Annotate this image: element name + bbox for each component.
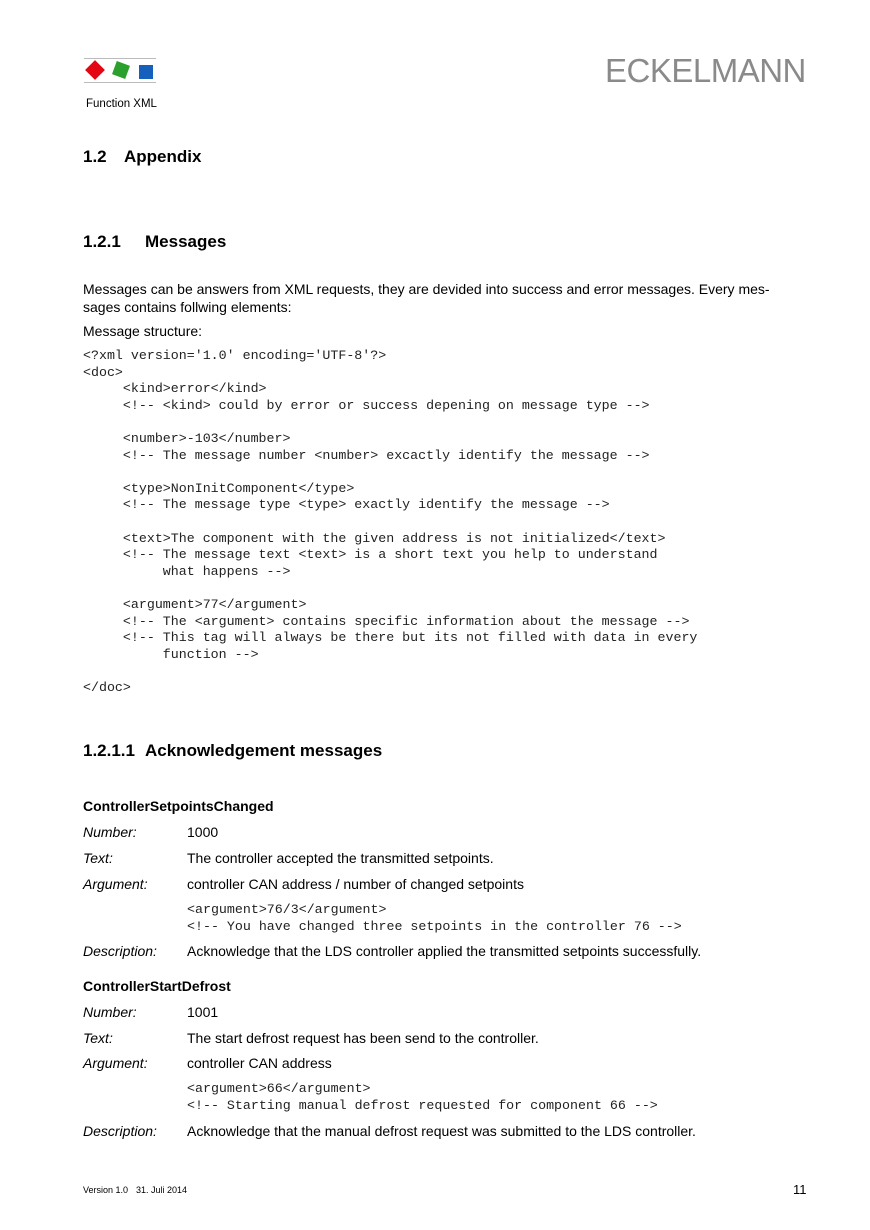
- subsubsection-title: Acknowledgement messages: [145, 741, 383, 760]
- structure-label: Message structure:: [83, 323, 203, 339]
- logo-rule-bottom: [84, 82, 156, 83]
- subsection-title: Messages: [145, 232, 227, 251]
- logo-blue-square: [139, 65, 153, 79]
- section-title: Appendix: [124, 147, 202, 166]
- message-description: Acknowledge that the manual defrost request was submitted to the LDS controller.: [187, 1123, 696, 1139]
- text-label: Text:: [83, 850, 113, 866]
- message-number: 1000: [187, 824, 219, 840]
- description-label: Description:: [83, 1123, 157, 1139]
- section-number: 1.2: [83, 147, 107, 166]
- subsubsection-heading: [83, 741, 382, 761]
- intro-paragraph-line-2: sages contains follwing elements:: [83, 299, 292, 315]
- text-label: Text:: [83, 1030, 113, 1046]
- argument-example-code: <argument>76/3</argument> <!-- You have changed three setpoints in the controller 76 -->: [187, 902, 682, 934]
- message-text: The controller accepted the transmitted setpoints.: [187, 850, 494, 866]
- message-name: ControllerStartDefrost: [83, 978, 231, 994]
- subsection-heading: [83, 232, 226, 252]
- logo-red-square: [85, 60, 105, 80]
- argument-label: Argument:: [83, 1055, 148, 1071]
- number-label: Number:: [83, 824, 137, 840]
- page-number: 11: [793, 1182, 807, 1197]
- logo-rule-top: [84, 58, 156, 59]
- subsection-number: 1.2.1: [83, 232, 121, 251]
- xml-structure-code: <?xml version='1.0' encoding='UTF-8'?> <doc> <kind>error</kind> <!-- <kind> could by error or success depening on message type --> <number>-103</number> <!-- The message number <number> excactly identify the message --> <type>NonInitComponent</type> <!-- The message type <type> exactly identify the message --> <text>The component with the given address is not initialized</text> <!-- The message text <text> is a short text you help to understand what happens --> <argument>77</argument> <!-- The <argument> contains specific information about the message --> <!-- This tag will always be there but its not filled with data in every function --> </doc>: [83, 348, 698, 695]
- section-heading: [83, 147, 201, 167]
- footer-date: 31. Juli 2014: [136, 1185, 188, 1195]
- message-description: Acknowledge that the LDS controller applied the transmitted setpoints successfully.: [187, 943, 702, 959]
- argument-example-code: <argument>66</argument> <!-- Starting manual defrost requested for component 66 -->: [187, 1081, 658, 1113]
- intro-paragraph-line-1: Messages can be answers from XML requests, they are devided into success and error messages. Every mes-: [83, 281, 770, 297]
- message-name: ControllerSetpointsChanged: [83, 798, 274, 814]
- footer-version: Version 1.0: [83, 1185, 129, 1195]
- logo-green-square: [112, 61, 130, 79]
- document-subtitle: Function XML: [86, 98, 157, 110]
- argument-label: Argument:: [83, 876, 148, 892]
- message-number: 1001: [187, 1004, 219, 1020]
- subsubsection-number: 1.2.1.1: [83, 741, 135, 760]
- message-argument: controller CAN address / number of changed setpoints: [187, 876, 524, 892]
- number-label: Number:: [83, 1004, 137, 1020]
- message-argument: controller CAN address: [187, 1055, 332, 1071]
- description-label: Description:: [83, 943, 157, 959]
- message-text: The start defrost request has been send to the controller.: [187, 1030, 539, 1046]
- brand-name: ECKELMANN: [605, 52, 806, 89]
